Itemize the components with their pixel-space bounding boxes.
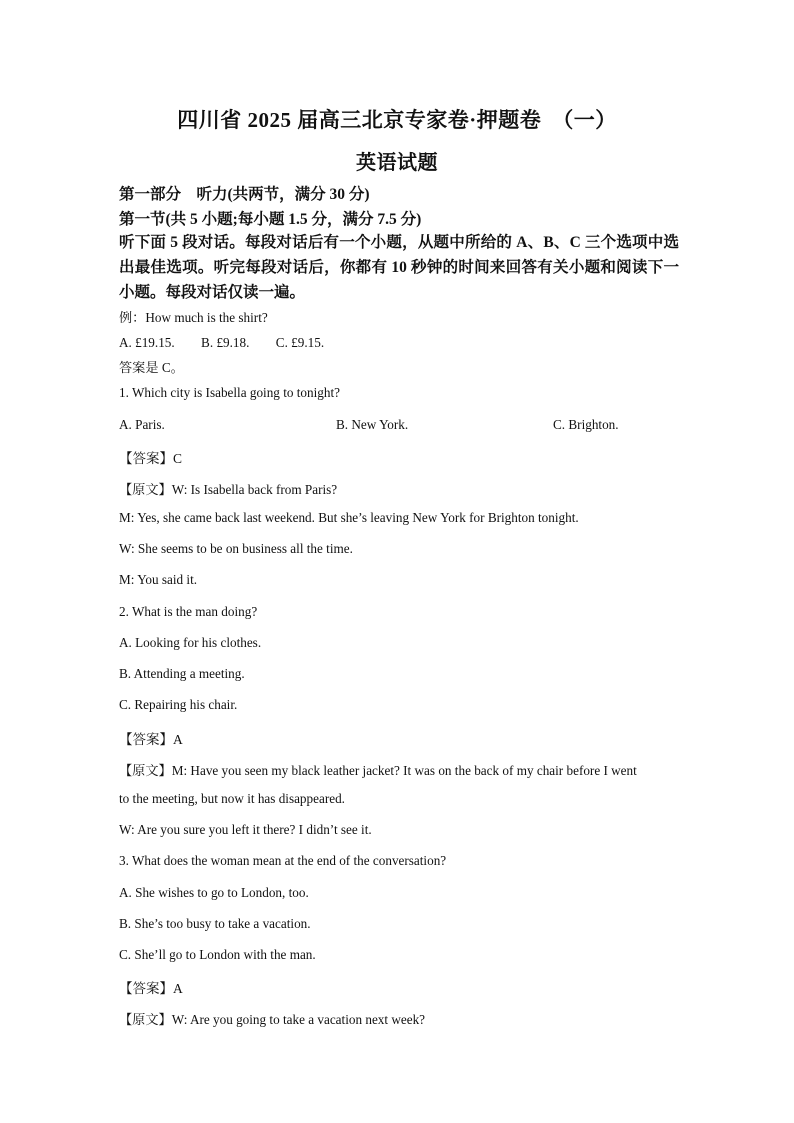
q1-option-c: C. Brighton. (553, 417, 619, 432)
q3-transcript-line: 【原文】W: Are you going to take a vacation next week? (119, 1012, 426, 1027)
q3-answer: 【答案】A (119, 981, 183, 996)
q2-answer: 【答案】A (119, 732, 183, 747)
q3-option-a: A. She wishes to go to London, too. (119, 885, 309, 900)
q1-option-a: A. Paris. (119, 417, 165, 432)
q2-question: 2. What is the man doing? (119, 604, 258, 619)
section-heading: 第一节(共 5 小题;每小题 1.5 分，满分 7.5 分) (119, 211, 422, 228)
q2-transcript-line: 【原文】M: Have you seen my black leather jacket? It was on the back of my chair before I went (119, 763, 637, 778)
q3-option-c: C. She’ll go to London with the man. (119, 947, 316, 962)
example-answer: 答案是 C。 (119, 360, 184, 375)
document-title: 四川省 2025 届高三北京专家卷·押题卷 （一） (177, 108, 617, 132)
example-question: 例：How much is the shirt? (119, 310, 268, 325)
part-heading: 第一部分 听力(共两节，满分 30 分) (119, 186, 370, 203)
q1-transcript-line: M: You said it. (119, 572, 198, 587)
q3-option-b: B. She’s too busy to take a vacation. (119, 916, 311, 931)
q1-answer: 【答案】C (119, 451, 183, 466)
q2-transcript-line: to the meeting, but now it has disappeared. (119, 791, 345, 806)
q3-question: 3. What does the woman mean at the end of the conversation? (119, 853, 447, 868)
q1-transcript-line: M: Yes, she came back last weekend. But she’s leaving New York for Brighton tonight. (119, 510, 579, 525)
q1-option-b: B. New York. (336, 417, 409, 432)
q2-option-a: A. Looking for his clothes. (119, 635, 262, 650)
q2-option-b: B. Attending a meeting. (119, 666, 245, 681)
q1-transcript-line: W: She seems to be on business all the time. (119, 541, 353, 556)
q2-option-c: C. Repairing his chair. (119, 697, 238, 712)
instructions: 听下面 5 段对话。每段对话后有一个小题，从题中所给的 A、B、C 三个选项中选出最佳选项。听完每段对话后，你都有 10 秒钟的时间来回答有关小题和阅读下一小题。每段对话仅读一遍。 (119, 234, 679, 301)
example-options: A. £19.15. B. £9.18. C. £9.15. (119, 335, 325, 350)
document-subtitle: 英语试题 (356, 152, 438, 174)
q1-transcript-line: 【原文】W: Is Isabella back from Paris? (119, 482, 338, 497)
q1-question: 1. Which city is Isabella going to tonight? (119, 385, 340, 400)
q2-transcript-line: W: Are you sure you left it there? I didn’t see it. (119, 822, 372, 837)
